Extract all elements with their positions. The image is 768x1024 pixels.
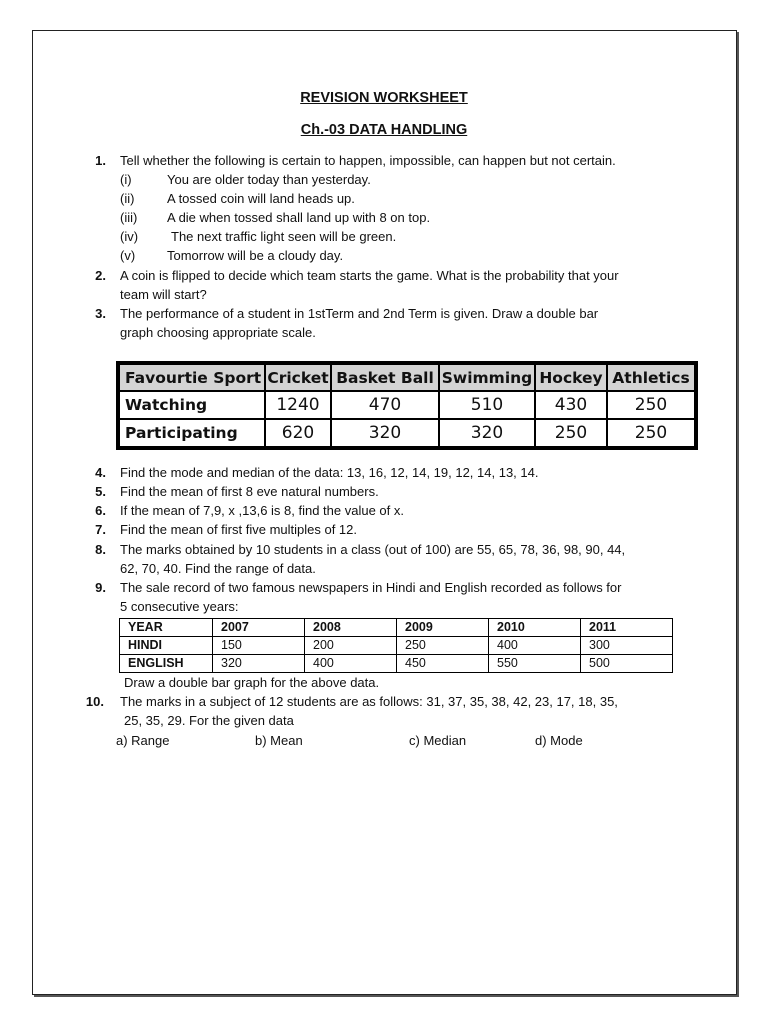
q7-text: Find the mean of first five multiples of 12. bbox=[120, 522, 357, 537]
q9-after-text: Draw a double bar graph for the above data. bbox=[124, 675, 380, 690]
sport-table-cell: 320 bbox=[440, 420, 534, 446]
q8-text-line2: 62, 70, 40. Find the range of data. bbox=[120, 561, 316, 576]
q1-item-num: (iv) bbox=[120, 229, 139, 244]
newspaper-table-header-cell: 2011 bbox=[581, 619, 673, 637]
q8-text-line1: The marks obtained by 10 students in a class (out of 100) are 55, 65, 78, 36, 98, 90, 44, bbox=[120, 542, 626, 557]
q3-text-line1: The performance of a student in 1stTerm and 2nd Term is given. Draw a double bar bbox=[120, 306, 599, 321]
q1-item-text: The next traffic light seen will be green. bbox=[171, 229, 397, 244]
q10-option-mean: b) Mean bbox=[255, 733, 303, 748]
q1-item-text: Tomorrow will be a cloudy day. bbox=[167, 248, 344, 263]
q2-text-line1: A coin is flipped to decide which team starts the game. What is the probability that your bbox=[120, 268, 619, 283]
q1-item-text: A tossed coin will land heads up. bbox=[167, 191, 355, 206]
q1-item-num: (ii) bbox=[120, 191, 135, 206]
q1-item-text: A die when tossed shall land up with 8 on top. bbox=[167, 210, 431, 225]
q1-item-text: You are older today than yesterday. bbox=[167, 172, 371, 187]
newspaper-table-row-label: ENGLISH bbox=[120, 655, 213, 673]
q10-option-median: c) Median bbox=[409, 733, 467, 748]
q10-text-line1: The marks in a subject of 12 students are as follows: 31, 37, 35, 38, 42, 23, 17, 18, 35, bbox=[120, 694, 618, 709]
sport-table-header-cell: Favourtie Sport bbox=[120, 365, 264, 390]
newspaper-table-header-cell: YEAR bbox=[120, 619, 213, 637]
sport-table-cell: 250 bbox=[536, 420, 606, 446]
sport-table-cell: 470 bbox=[332, 392, 438, 418]
newspaper-table-row bbox=[120, 655, 673, 673]
q9-number: 9. bbox=[95, 580, 106, 595]
sport-table-header-cell: Swimming bbox=[440, 365, 534, 390]
newspaper-table-cell: 450 bbox=[397, 655, 489, 673]
sport-table-row-label: Watching bbox=[120, 392, 264, 418]
q5-number: 5. bbox=[95, 484, 106, 499]
q1-text: Tell whether the following is certain to happen, impossible, can happen but not certain. bbox=[120, 153, 616, 168]
q9-text-line2: 5 consecutive years: bbox=[120, 599, 239, 614]
q10-text-line2: 25, 35, 29. For the given data bbox=[124, 713, 294, 728]
sport-table-cell: 430 bbox=[536, 392, 606, 418]
chapter-title: Ch.-03 DATA HANDLING bbox=[300, 122, 468, 138]
sport-table-cell: 250 bbox=[608, 420, 694, 446]
newspaper-table-header-cell: 2010 bbox=[489, 619, 581, 637]
q5-text: Find the mean of first 8 eve natural numbers. bbox=[120, 484, 379, 499]
q10-option-mode: d) Mode bbox=[535, 733, 583, 748]
q9-text-line1: The sale record of two famous newspapers in Hindi and English recorded as follows for bbox=[120, 580, 622, 595]
sport-table-header-cell: Cricket bbox=[266, 365, 330, 390]
newspaper-table-cell: 400 bbox=[305, 655, 397, 673]
newspaper-table-cell: 500 bbox=[581, 655, 673, 673]
sport-table-cell: 250 bbox=[608, 392, 694, 418]
q3-text-line2: graph choosing appropriate scale. bbox=[120, 325, 316, 340]
q2-text-line2: team will start? bbox=[120, 287, 207, 302]
q1-item-num: (i) bbox=[120, 172, 132, 187]
q1-item-num: (v) bbox=[120, 248, 136, 263]
newspaper-table-header-row bbox=[120, 619, 673, 637]
q6-text: If the mean of 7,9, x ,13,6 is 8, find the value of x. bbox=[120, 503, 405, 518]
q10-option-range: a) Range bbox=[116, 733, 170, 748]
q10-number: 10. bbox=[85, 694, 104, 709]
newspaper-table-cell: 320 bbox=[213, 655, 305, 673]
newspaper-table-cell: 550 bbox=[489, 655, 581, 673]
newspaper-table-row bbox=[120, 637, 673, 655]
newspaper-table-header-cell: 2009 bbox=[397, 619, 489, 637]
q6-number: 6. bbox=[95, 503, 106, 518]
newspaper-table-cell: 200 bbox=[305, 637, 397, 655]
q2-number: 2. bbox=[95, 268, 106, 283]
sport-table-cell: 320 bbox=[332, 420, 438, 446]
sport-table bbox=[116, 361, 698, 450]
sport-table-header-cell: Athletics bbox=[608, 365, 694, 390]
newspaper-table-header-cell: 2007 bbox=[213, 619, 305, 637]
newspaper-table-cell: 250 bbox=[397, 637, 489, 655]
sport-table-cell: 620 bbox=[266, 420, 330, 446]
sport-table-header-cell: Hockey bbox=[536, 365, 606, 390]
q4-number: 4. bbox=[95, 465, 106, 480]
sport-table-cell: 510 bbox=[440, 392, 534, 418]
newspaper-table bbox=[119, 618, 673, 673]
worksheet-title: REVISION WORKSHEET bbox=[300, 90, 468, 106]
newspaper-table-row-label: HINDI bbox=[120, 637, 213, 655]
sport-table-cell: 1240 bbox=[266, 392, 330, 418]
q7-number: 7. bbox=[95, 522, 106, 537]
sport-table-row-label: Participating bbox=[120, 420, 264, 446]
newspaper-table-cell: 400 bbox=[489, 637, 581, 655]
newspaper-table-cell: 300 bbox=[581, 637, 673, 655]
q4-text: Find the mode and median of the data: 13, 16, 12, 14, 19, 12, 14, 13, 14. bbox=[120, 465, 539, 480]
q1-item-num: (iii) bbox=[120, 210, 138, 225]
q3-number: 3. bbox=[95, 306, 106, 321]
sport-table-header-cell: Basket Ball bbox=[332, 365, 438, 390]
q1-number: 1. bbox=[95, 153, 106, 168]
newspaper-table-header-cell: 2008 bbox=[305, 619, 397, 637]
q8-number: 8. bbox=[95, 542, 106, 557]
newspaper-table-cell: 150 bbox=[213, 637, 305, 655]
